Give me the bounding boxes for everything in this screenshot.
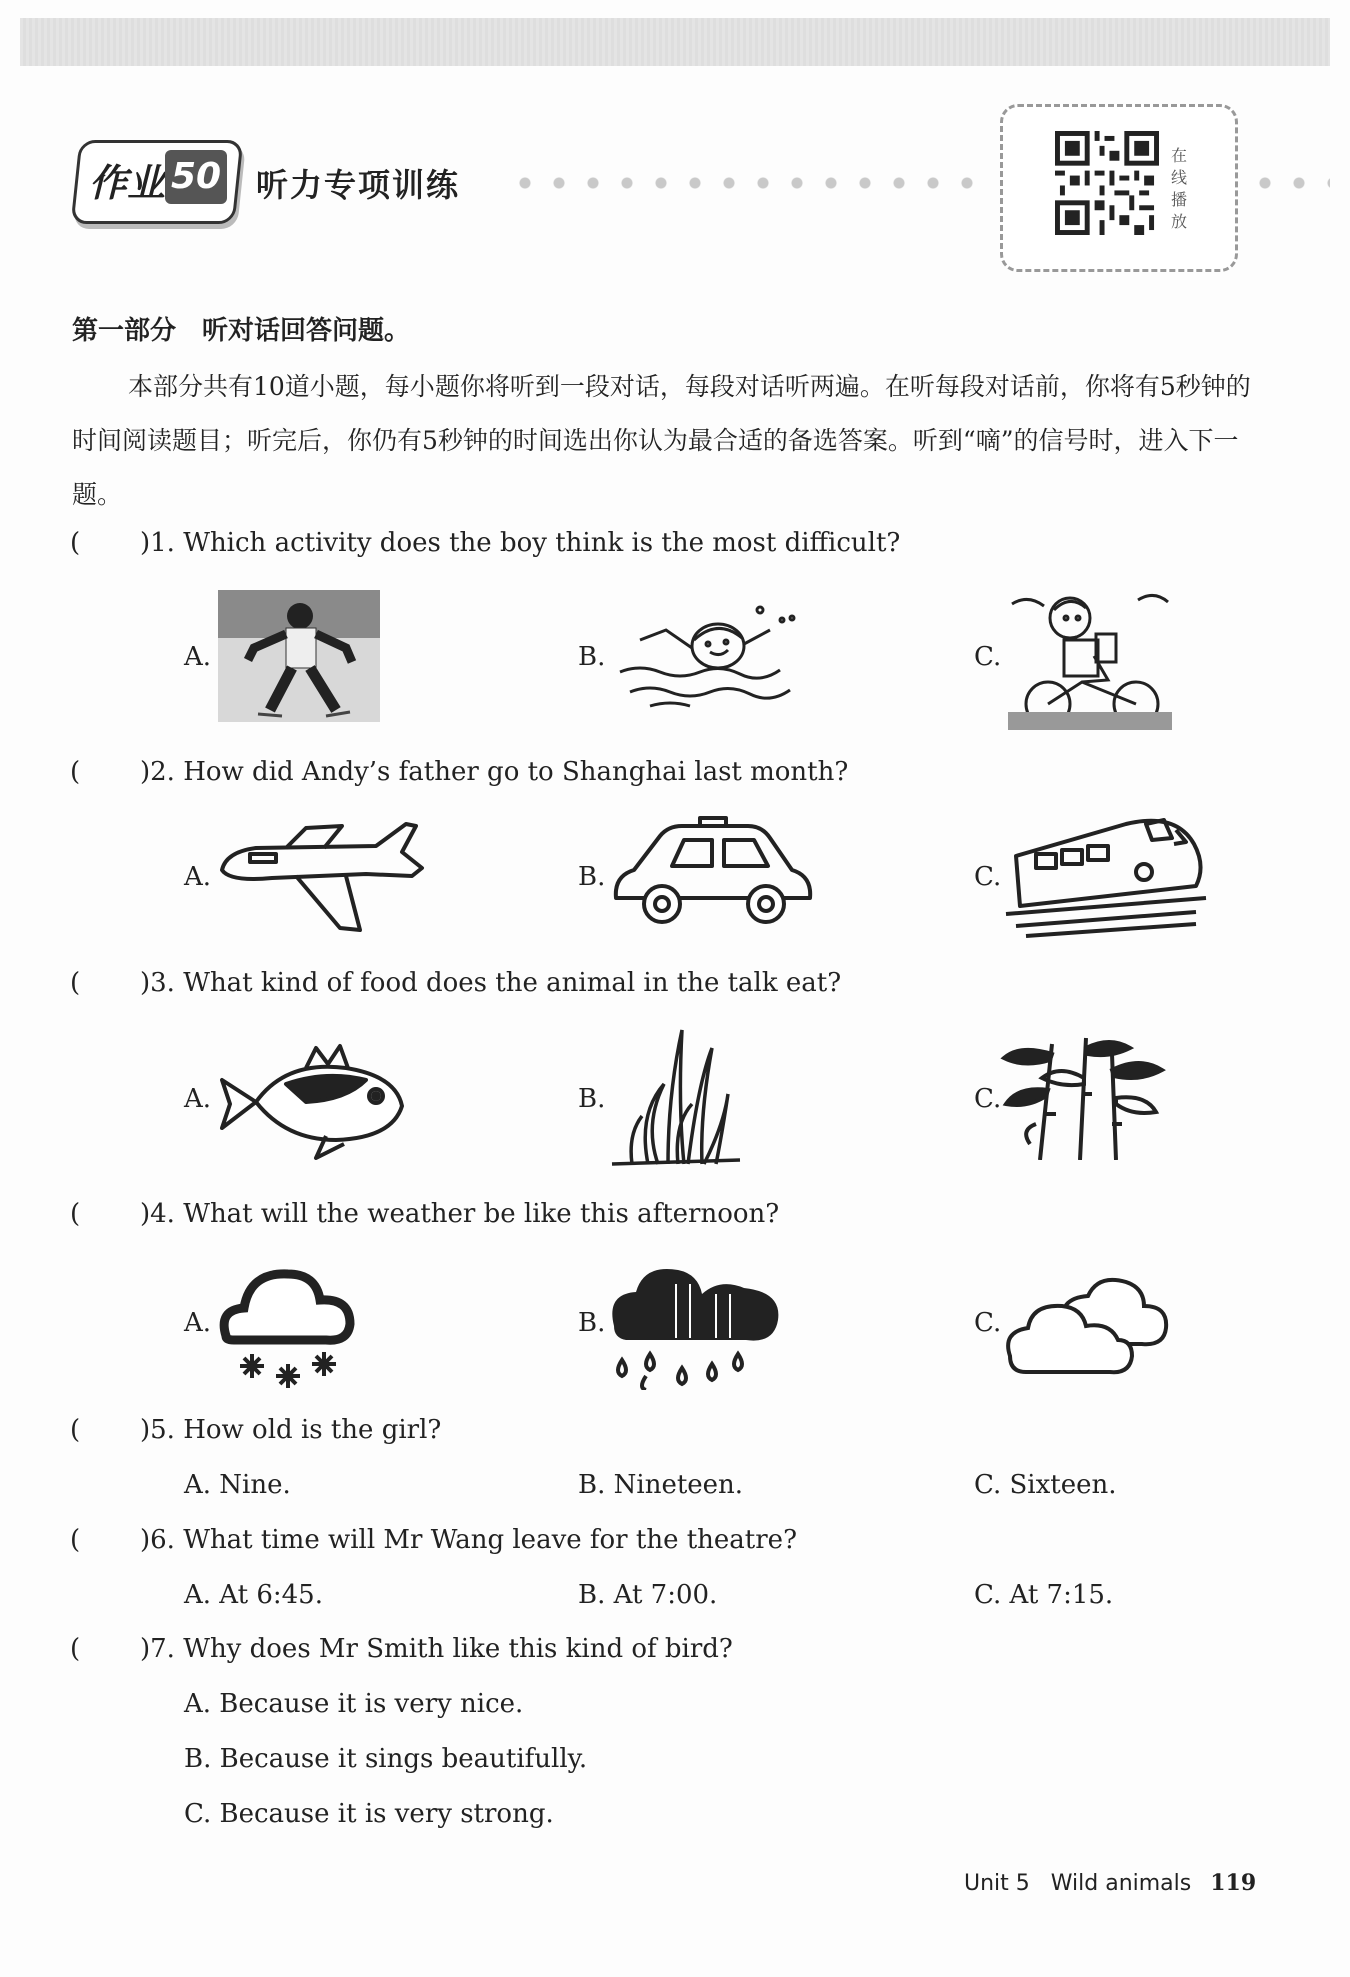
option-b: B. At 7:00. — [578, 1580, 718, 1610]
option-label: B. — [578, 1308, 606, 1338]
badge-text: 作业 — [89, 161, 166, 205]
question-text: )7. Why does Mr Smith like this kind of bird? — [140, 1634, 733, 1664]
question-text: )6. What time will Mr Wang leave for the theatre? — [140, 1525, 798, 1555]
option-b: B. Nineteen. — [578, 1470, 744, 1500]
option-label: C. — [974, 1308, 1002, 1338]
car-icon — [608, 814, 818, 930]
answer-blank[interactable]: ( — [70, 1415, 81, 1445]
option-label: A. — [184, 862, 212, 892]
page-number: 119 — [1210, 1870, 1257, 1896]
question-text: )2. How did Andy’s father go to Shanghai last month? — [140, 757, 849, 787]
answer-blank[interactable]: ( — [70, 528, 81, 558]
answer-blank[interactable]: ( — [70, 1199, 81, 1229]
option-label: C. — [974, 862, 1002, 892]
grass-icon — [608, 1024, 744, 1170]
question-text: )4. What will the weather be like this afternoon? — [140, 1199, 780, 1229]
option-label: A. — [184, 1308, 212, 1338]
unit-number: Unit 5 — [964, 1871, 1030, 1896]
swimming-boy-icon — [610, 600, 806, 710]
answer-blank[interactable]: ( — [70, 757, 81, 787]
page-footer — [964, 1870, 1256, 1896]
question-text: )3. What kind of food does the animal in the talk eat? — [140, 968, 842, 998]
option-a: A. Because it is very nice. — [184, 1689, 524, 1719]
badge-number: 50 — [165, 150, 227, 204]
option-label: B. — [578, 862, 606, 892]
online-play-box[interactable] — [1000, 104, 1238, 272]
skating-photo-icon — [218, 590, 380, 722]
page-title: 听力专项训练 — [256, 166, 461, 204]
option-label: C. — [974, 1084, 1002, 1114]
cloudy-icon — [1002, 1270, 1170, 1380]
option-label: C. — [974, 642, 1002, 672]
dot-divider — [508, 176, 978, 190]
unit-title: Wild animals — [1050, 1871, 1192, 1896]
question-text: )1. Which activity does the boy think is the most difficult? — [140, 528, 901, 558]
option-label: A. — [184, 642, 212, 672]
rainy-cloud-icon — [606, 1264, 782, 1390]
top-band — [20, 18, 1330, 66]
dot-divider-right — [1248, 176, 1330, 190]
option-b: B. Because it sings beautifully. — [184, 1744, 588, 1774]
section-heading: 第一部分 听对话回答问题。 — [72, 316, 411, 346]
cycling-boy-icon — [1008, 584, 1172, 730]
option-label: B. — [578, 642, 606, 672]
option-c: C. Sixteen. — [974, 1470, 1117, 1500]
fish-icon — [216, 1040, 408, 1160]
option-c: C. Because it is very strong. — [184, 1799, 554, 1829]
answer-blank[interactable]: ( — [70, 1634, 81, 1664]
online-play-label: 在 线 播 放 — [1171, 146, 1188, 231]
option-label: B. — [578, 1084, 606, 1114]
qr-code-icon[interactable] — [1055, 131, 1159, 235]
option-c: C. At 7:15. — [974, 1580, 1114, 1610]
homework-badge — [75, 140, 235, 220]
answer-blank[interactable]: ( — [70, 1525, 81, 1555]
section-instructions: 本部分共有10道小题，每小题你将听到一段对话，每段对话听两遍。在听每段对话前，你将有5秒钟的时间阅读题目；听完后，你仍有5秒钟的时间选出你认为最合适的备选答案。听到“嘀”的信号时，进入下一题。 — [72, 372, 1251, 509]
answer-blank[interactable]: ( — [70, 968, 81, 998]
bamboo-icon — [1000, 1034, 1166, 1160]
option-label: A. — [184, 1084, 212, 1114]
question-text: )5. How old is the girl? — [140, 1415, 442, 1445]
airplane-icon — [216, 818, 436, 938]
option-a: A. At 6:45. — [184, 1580, 323, 1610]
snowy-cloud-icon — [216, 1254, 356, 1390]
option-a: A. Nine. — [184, 1470, 291, 1500]
train-icon — [996, 808, 1210, 938]
